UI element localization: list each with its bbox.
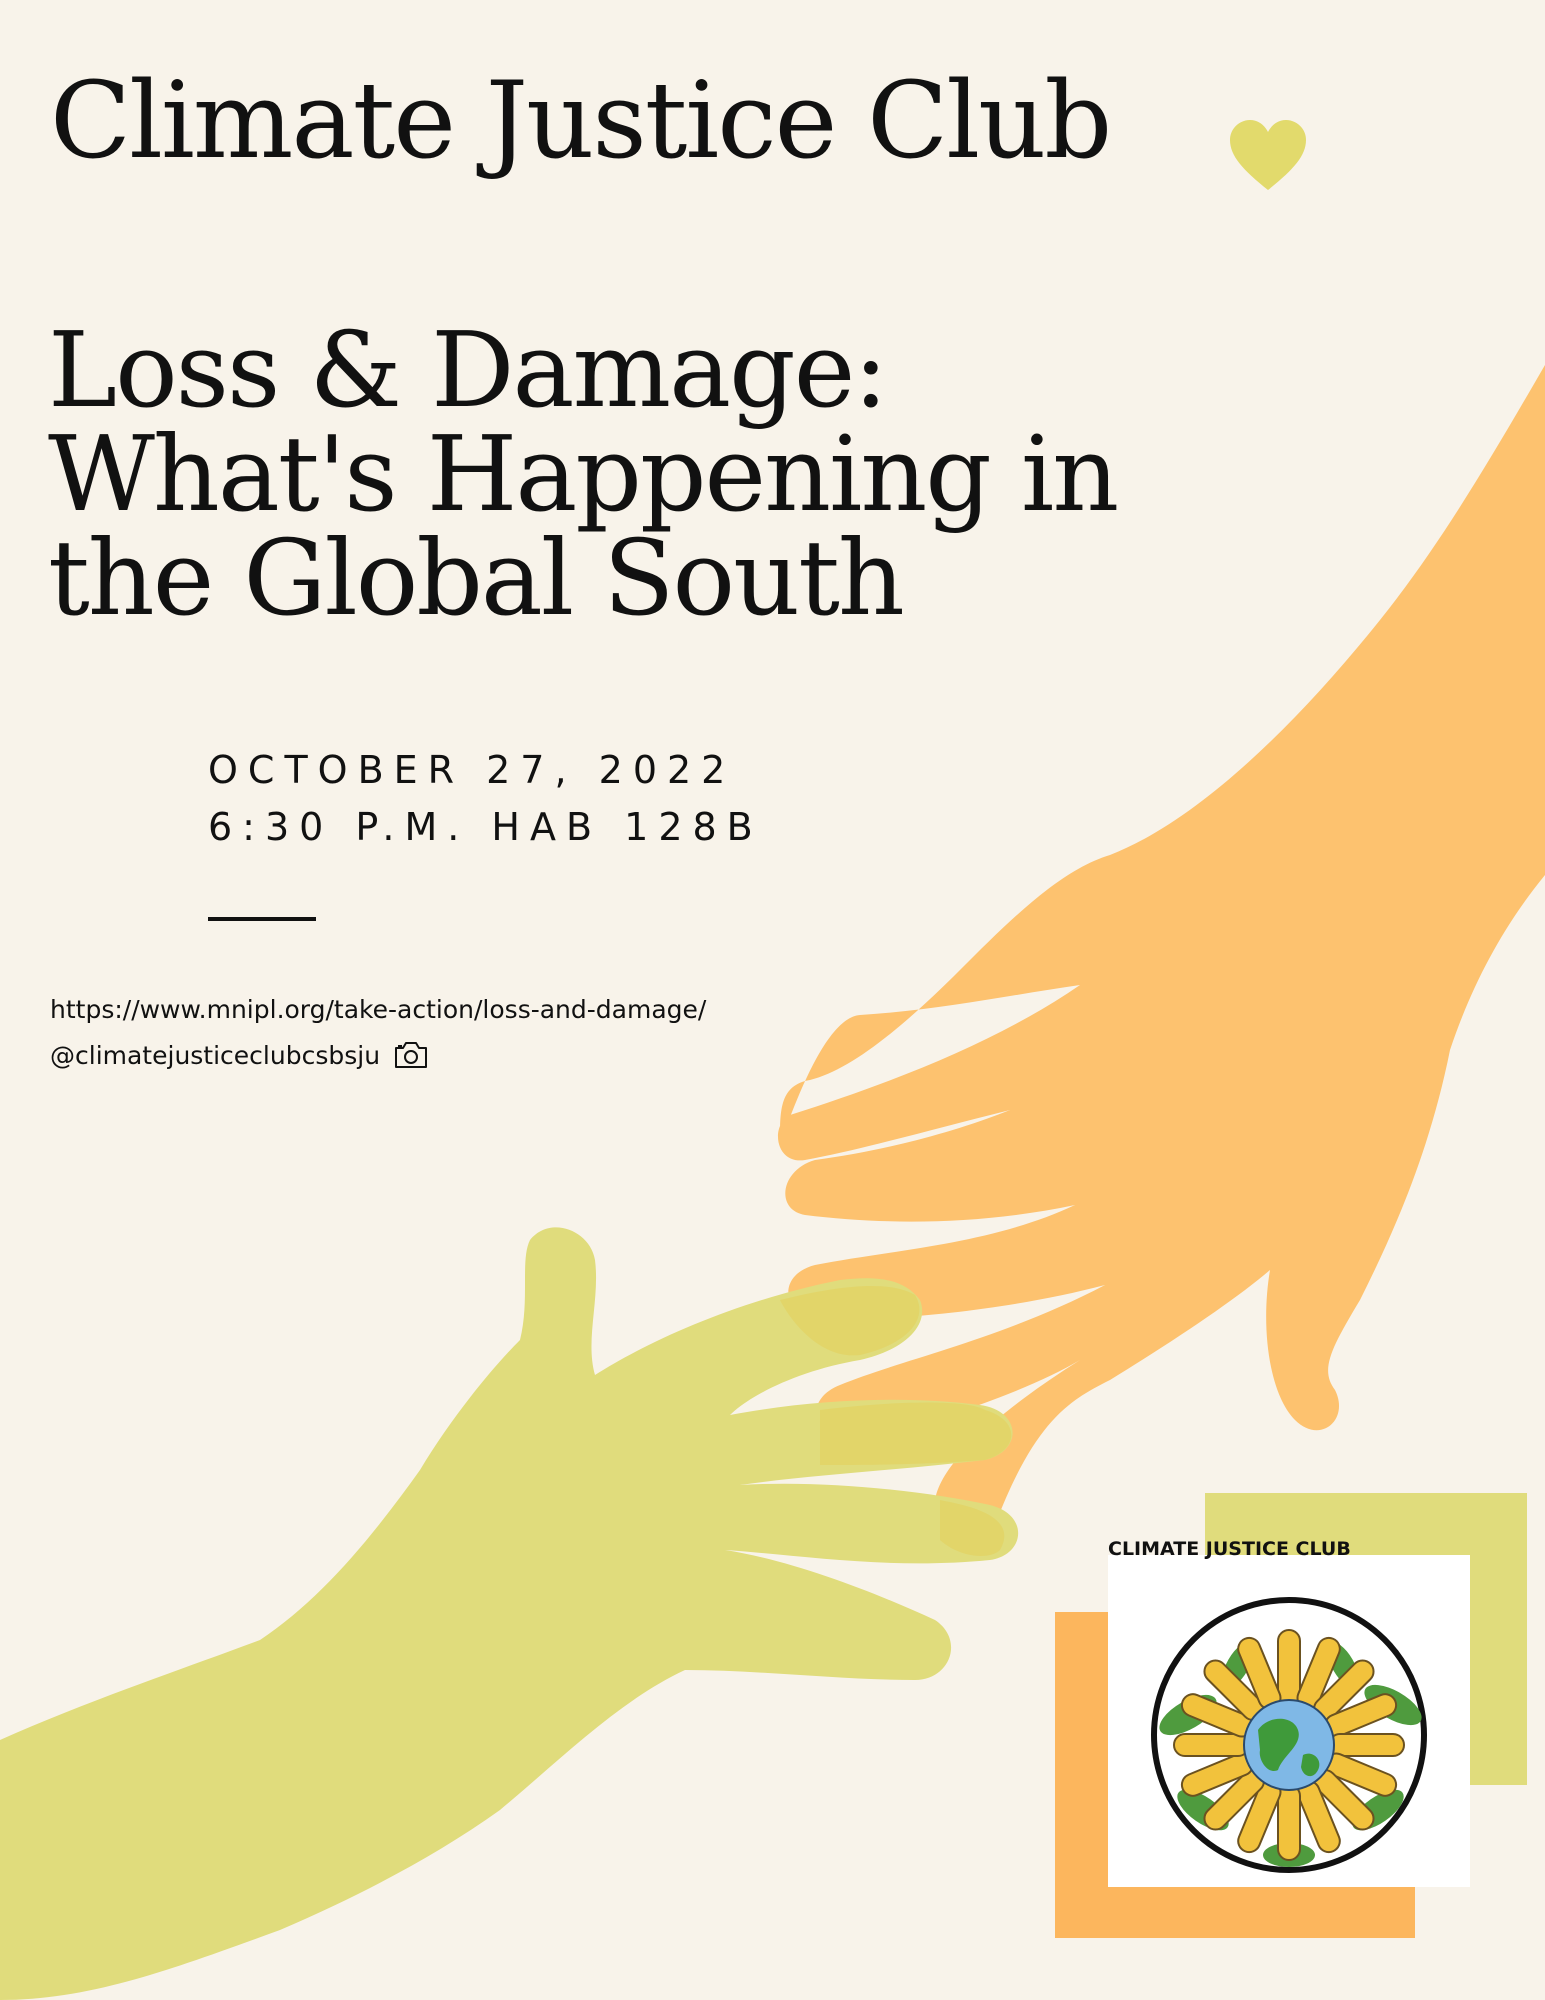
club-title: Climate Justice Club: [50, 59, 1111, 182]
event-details: [208, 742, 763, 856]
event-title-line-2: What's Happening in: [48, 413, 1118, 535]
finger-overlap: [820, 1403, 1011, 1466]
instagram-handle[interactable]: @climatejusticeclubcsbsju: [50, 1040, 381, 1070]
instagram-handle-row[interactable]: [50, 1040, 428, 1070]
event-title: [48, 309, 1118, 639]
club-logo: [1108, 1538, 1470, 1887]
divider: [208, 917, 316, 921]
event-title-line-1: Loss & Damage:: [48, 309, 887, 431]
globe: [1244, 1700, 1334, 1790]
logo-title: CLIMATE JUSTICE CLUB: [1108, 1538, 1351, 1560]
event-time-location: 6:30 P.M. HAB 128B: [208, 805, 763, 849]
heart-icon: [1228, 120, 1308, 192]
event-title-line-3: the Global South: [48, 517, 903, 639]
camera-icon: [394, 1040, 428, 1070]
event-date: OCTOBER 27, 2022: [208, 748, 736, 792]
club-logo-emblem: [1108, 1538, 1470, 1887]
resource-link[interactable]: https://www.mnipl.org/take-action/loss-and-damage/: [50, 995, 707, 1024]
